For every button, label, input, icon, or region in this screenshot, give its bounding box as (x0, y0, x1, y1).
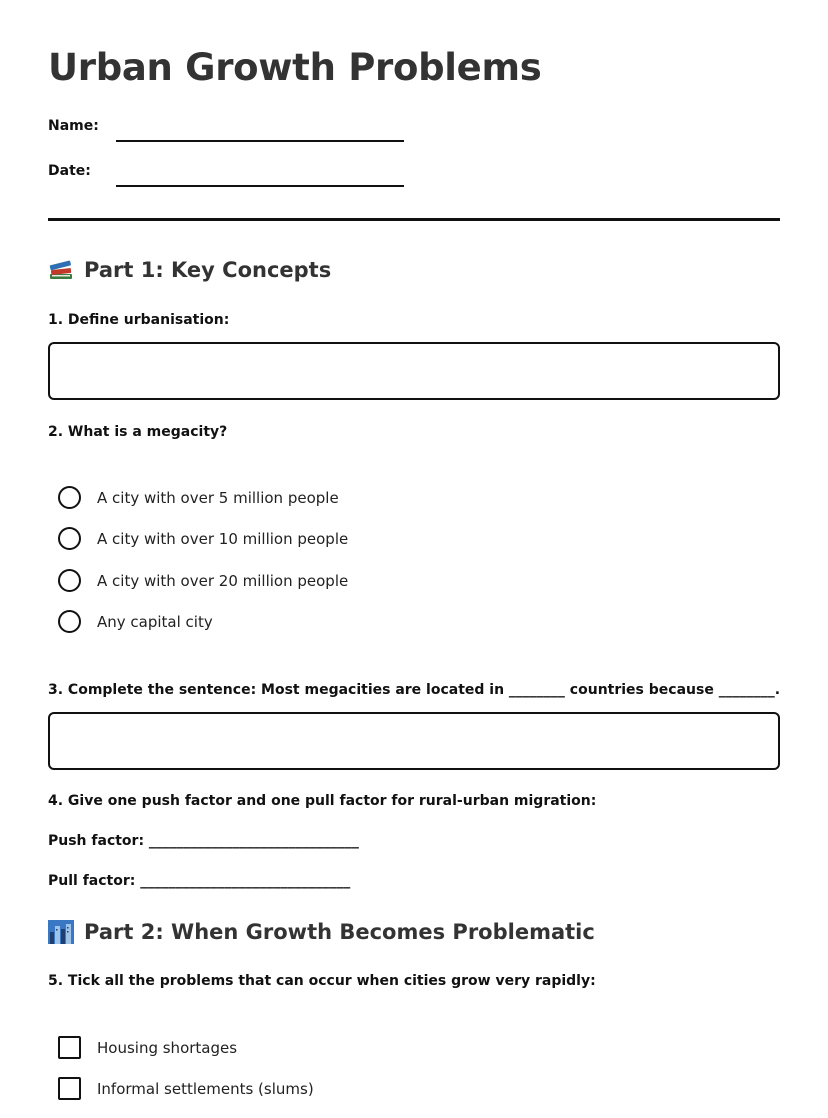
option-label: A city with over 20 million people (97, 571, 349, 590)
books-icon (48, 258, 74, 282)
option-label: Informal settlements (slums) (97, 1079, 314, 1098)
checkbox[interactable] (58, 1077, 81, 1100)
q5-option-2[interactable] (58, 1077, 314, 1100)
question-4: 4. Give one push factor and one pull factor for rural-urban migration: (48, 793, 597, 809)
name-input-line[interactable] (116, 140, 404, 142)
q2-option-2[interactable] (58, 527, 348, 550)
question-5: 5. Tick all the problems that can occur when cities grow very rapidly: (48, 973, 596, 989)
page-title: Urban Growth Problems (48, 46, 542, 89)
part1-heading (48, 258, 331, 282)
date-label: Date: (48, 163, 91, 179)
part2-heading-text: Part 2: When Growth Becomes Problematic (84, 920, 595, 944)
pull-factor-line[interactable]: Pull factor: ______________________________ (48, 873, 351, 889)
push-factor-line[interactable]: Push factor: ______________________________ (48, 833, 359, 849)
radio-button[interactable] (58, 569, 81, 592)
question-1: 1. Define urbanisation: (48, 312, 230, 328)
cityscape-icon (48, 920, 74, 944)
radio-button[interactable] (58, 527, 81, 550)
header-divider (48, 218, 780, 221)
name-label: Name: (48, 118, 99, 134)
q2-option-1[interactable] (58, 486, 339, 509)
question-2: 2. What is a megacity? (48, 424, 228, 440)
part1-heading-text: Part 1: Key Concepts (84, 258, 332, 282)
q3-answer-box[interactable] (48, 712, 780, 770)
date-field (48, 163, 408, 187)
radio-button[interactable] (58, 486, 81, 509)
part2-heading (48, 920, 595, 944)
q1-answer-box[interactable] (48, 342, 780, 400)
q5-option-1[interactable] (58, 1036, 237, 1059)
name-field (48, 118, 408, 142)
option-label: Any capital city (97, 612, 213, 631)
option-label: A city with over 5 million people (97, 488, 339, 507)
radio-button[interactable] (58, 610, 81, 633)
q2-option-3[interactable] (58, 569, 348, 592)
q2-option-4[interactable] (58, 610, 213, 633)
option-label: A city with over 10 million people (97, 529, 349, 548)
checkbox[interactable] (58, 1036, 81, 1059)
question-3: 3. Complete the sentence: Most megacities are located in ________ countries because ________. (48, 682, 781, 698)
option-label: Housing shortages (97, 1038, 238, 1057)
date-input-line[interactable] (116, 185, 404, 187)
